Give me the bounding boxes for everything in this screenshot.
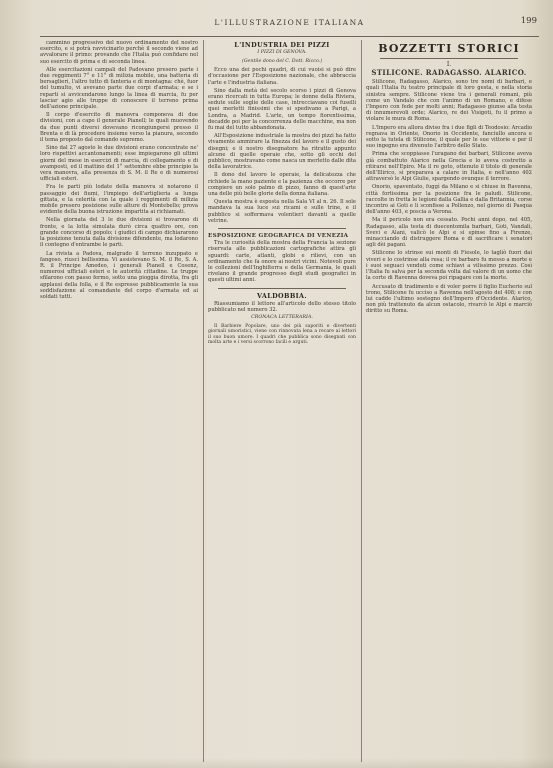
col2-paragraph: Questa mostra è esposta nella Sala VI al n. 26. Il sole mandava la sua luce sui ricami e sulle trine, e il pubblico si soffermava volentieri davanti a quelle vetrine. <box>208 199 356 224</box>
col2-paragraph: All'Esposizione industriale la mostra dei pizzi ha fatto vivamente ammirare la finezza del lavoro e il gusto dei disegni; e il nostro disegnatore ha ritratto appunto alcune di quelle operaie che, sotto gli occhi del pubblico, mostravano come nasca un merletto dalle dita della lavoratrice. <box>208 133 356 171</box>
col1-paragraph: Il corpo d'esercito di manovra componeva di due divisioni, con a capo il generale Pianell; le quali muovendo da due punti diversi dovevano ricongiungersi presso il Brenta e di là procedere insieme verso la pianura, secondo il tema proposto dal comando supremo. <box>40 112 198 144</box>
column-middle <box>208 40 356 762</box>
col2-paragraph: Tra le curiosità della mostra della Francia la sezione riservata alle pubblicazioni cartografiche attira gli sguardi: carte, atlanti, globi e rilievi, con un ordinamento che fa onore ai nostri vicini. Notevoli pure le collezioni dell'Inghilterra e della Germania, le quali rivelano il grande progresso degli studi geografici in questi ultimi anni. <box>208 240 356 284</box>
column-divider-1 <box>203 40 204 762</box>
article-byline: (Gentile dono del C. Dott. Ricco.) <box>241 58 323 64</box>
col1-paragraph: cammino progressivo del nuovo ordinamento del nostro esercito, e si potrà ravvicinarlo perchè il secondo viene ad avvalorare il primo: provando che l'Italia può confidare nel suo esercito di prima e di seconda linea. <box>40 40 198 65</box>
col2-paragraph: Il dono del lavoro le operaie, la delicatezza che richiede la mano paziente e la pazienza che occorre per compiere un solo palmo di pizzo, fanno di quest'arte una delle più belle glorie della donna italiana. <box>208 172 356 198</box>
column-right <box>366 40 532 762</box>
section-separator <box>218 228 346 229</box>
page-header <box>40 14 539 37</box>
col2-paragraph: Sino dalla metà del secolo scorso i pizzi di Genova erano ricercati in tutta Europa; le donne della Riviera, sedute sulle soglie delle case, intrecciavano coi fuselli quei merletti finissimi che si spedivano a Parigi, a Londra, a Madrid. L'arte, un tempo fiorentissima, decadde poi per la concorrenza delle macchine, ma non fu mai del tutto abbandonata. <box>208 87 356 132</box>
col3-paragraph: Accusato di tradimento e di voler porre il figlio Eucherio sul trono, Stilicone fu ucciso a Ravenna nell'agosto del 408; e con lui cadde l'ultimo sostegno dell'Impero d'Occidente. Alarico, non più trattenuto da alcun ostacolo, rivarcò le Alpi e marciò diritto su Roma. <box>366 283 532 315</box>
column-divider-2 <box>361 40 362 762</box>
bozzetti-title: BOZZETTI STORICI <box>378 42 520 55</box>
column-left <box>40 40 198 762</box>
col3-paragraph: Prima che scoppiasse l'uragano dei barbari, Stilicone aveva già combattuto Alarico nella Grecia e lo aveva costretto a ritirarsi nell'Epiro. Ma il re goto, ottenuto il titolo di generale dell'Illirico, si preparava a calare in Italia, e nell'anno 402 attraversò le Alpi Giulie, spargendo ovunque il terrore. <box>366 151 532 183</box>
page-number: 199 <box>520 16 537 26</box>
article-title: L'INDUSTRIA DEI PIZZI <box>234 41 330 49</box>
chapter-subtitle: STILICONE. RADAGASSO. ALARICO. <box>371 68 527 78</box>
section-heading: VALDOBBIA. <box>257 291 307 300</box>
col2-paragraph: Il Barbiere Popolare, uno dei più saporiti e divertenti giornali umoristici, viene con rinnovata lena a recare ai lettori il suo buon umore. I quadri che pubblica sono disegnati con molta arte e i versi scorrono facili e arguti. <box>208 323 356 345</box>
col3-paragraph: Onorio, spaventato, fuggì da Milano e si chiuse in Ravenna, città fortissima per la posizione fra le paludi. Stilicone, raccolte in fretta le legioni dalla Gallia e dalla Britannia, corse incontro ai Goti e li sconfisse a Pollenzo, nel giorno di Pasqua dell'anno 403, e poscia a Verona. <box>366 184 532 216</box>
col3-paragraph: Stilicone lo strinse sui monti di Fiesole, lo tagliò fuori dai viveri e lo costrinse alla resa; il re barbaro fu messo a morte e i suoi seguaci venduti come schiavi a vilissimo prezzo. Così l'Italia fu salva per la seconda volta dal valore di un uomo che la corte di Ravenna doveva poi ripagare con la morte. <box>366 250 532 282</box>
col3-paragraph: L'Impero era allora diviso fra i due figli di Teodosio: Arcadio regnava in Oriente, Onorio in Occidente, fanciullo ancora e sotto la tutela di Stilicone, il quale per le sue vittorie e per il suo ingegno era divenuto l'arbitro dello Stato. <box>366 124 532 150</box>
section-heading: CRONACA LETTERARIA. <box>251 315 313 321</box>
page-edge-shadow <box>0 758 553 768</box>
article-subtitle: I PIZZI DI GENOVA. <box>257 50 307 55</box>
chapter-number: I. <box>446 61 452 68</box>
col1-paragraph: Fra le parti più lodate della manovra si notarono il passaggio dei fiumi, l'impiego dell'artiglieria a lunga gittata, e la celerità con la quale i reggimenti di milizia mobile presero posizione sulle alture di Montebello; prova evidente della buona istruzione impartita ai richiamati. <box>40 184 198 216</box>
col1-paragraph: Sino dal 27 agosto le due divisioni erano concentrate ne' loro rispettivi accantonamenti; esse impiegarono gli ultimi giorni del mese in esercizi di marcia, di collegamento e di avamposti, ed il mattino del 1° settembre ebbe principio la vera manovra, alla presenza di S. M. il Re e di numerosi ufficiali esteri. <box>40 145 198 183</box>
title-rule <box>380 58 518 59</box>
col1-paragraph: La rivista a Padova, malgrado il terreno inzuppato e fangoso, riuscì bellissima. Vi assistevano S. M. il Re, S. A. R. il Principe Amedeo, i generali Pianell e Cosenz, numerosi ufficiali esteri e le autorità cittadine. Le truppe sfilarono con passo fermo, sotto una pioggia dirotta, fra gli applausi della folla, e il Re espresse pubblicamente la sua soddisfazione al comandante del corpo d'armata ed ai soldati tutti. <box>40 250 198 300</box>
col3-paragraph: Ma il pericolo non era cessato. Pochi anni dopo, nel 405, Radagasso, alla testa di duecentomila barbari, Goti, Vandali, Svevi e Alani, valicò le Alpi e si spinse fino a Firenze, minacciando di distruggere Roma e di sacrificare i senatori agli dèi pagani. <box>366 217 532 249</box>
col3-paragraph: Stilicone, Radagasso, Alarico, sono tre nomi di barbari, e quali l'Italia fu teatro principale di loro gesta, e nella storia sinistra sempre. Stilicone viene tra i generali romani, più come un Vandalo che con l'animo di un Romano, e difese l'Impero con fede per molti anni; Radagasso giunse alla testa di innumerevoli orde; Alarico, re dei Visigoti, fu il primo a violare le mura di Roma. <box>366 79 532 123</box>
col2-paragraph: Riassumiamo il lettore all'articolo dello stesso titolo pubblicato nel numero 32. <box>208 300 356 313</box>
col2-paragraph: Ecco una dei pochi quadri, di cui vuoisi si può dire d'occasione per l'Esposizione nazionale, che abbraccia l'arte e l'industria italiana. <box>208 67 356 86</box>
col1-paragraph: Alle esercitazioni campali del Padovano presero parte i due reggimenti 7° e 11° di milizia mobile, una batteria di bersaglieri, l'altro tutto di fanteria e di montagna: chè, fuor del tumulto, vi avevano parte due corpi d'armata; e se i reparti si avvicendarono lungo la linea di marcia, fu per lasciar agio alle truppe di conoscere il terreno prima dell'azione principale. <box>40 66 198 111</box>
section-separator <box>218 288 346 289</box>
masthead-title: L'ILLUSTRAZIONE ITALIANA <box>214 18 365 27</box>
col1-paragraph: Nella giornata del 3 le due divisioni si trovarono di fronte, e la lotta simulata durò circa quattro ore, con grande concorso di popolo; i giudici di campo dichiararono la posizione tenuta dalla divisione difendente, ma lodarono il contegno d'entrambe le parti. <box>40 217 198 249</box>
section-heading: ESPOSIZIONE GEOGRAFICA DI VENEZIA <box>208 233 349 240</box>
